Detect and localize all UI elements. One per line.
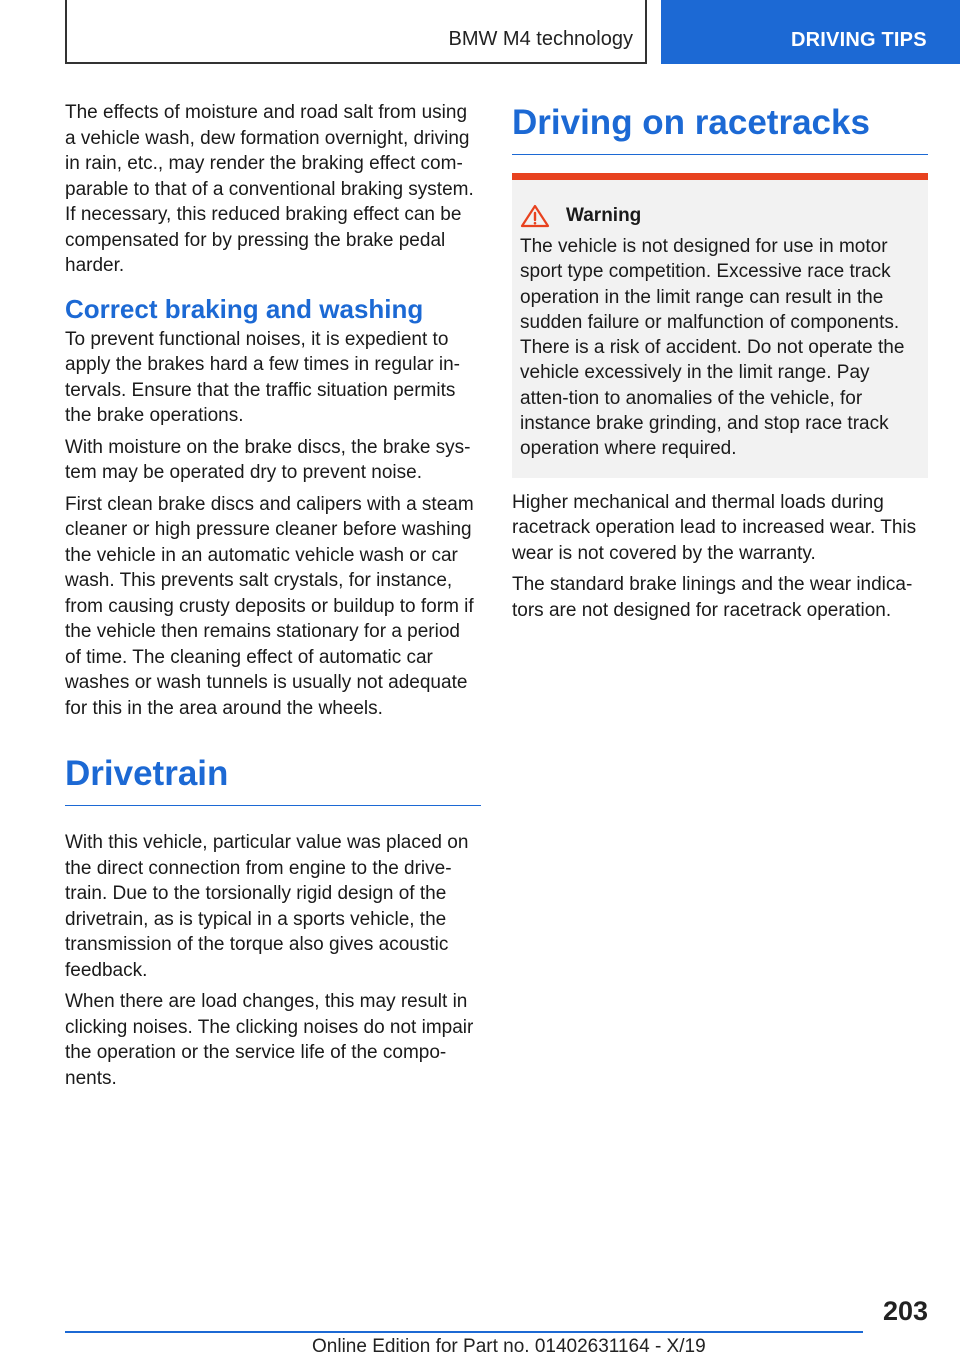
washing-paragraph-2: With moisture on the brake discs, the brake sys-tem may be operated dry to prevent noise. xyxy=(65,436,471,483)
header-section-tab[interactable] xyxy=(661,0,960,64)
footer-edition: Online Edition for Part no. 01402631164 - X/19 xyxy=(312,1336,706,1357)
warning-text: The vehicle is not designed for use in motor sport type competition. Excessive race track operation in the limit range can result in the sudden failure or malfunction of components. There is a risk of accident. Do not operate the vehicle excessively in the limit range. Pay atten-tion to anomalies of the vehicle, for instance brake grinding, and stop race track operation where required. xyxy=(520,236,905,460)
intro-paragraph: The effects of moisture and road salt from using a vehicle wash, dew formation overnight, driving in rain, etc., may render the braking effect com-parable to that of a conventional braking system. If necessary, this reduced braking effect can be compensated for by pressing the brake pedal harder. xyxy=(65,102,474,276)
footer-rule xyxy=(65,1331,863,1333)
warning-bar xyxy=(512,173,928,180)
washing-heading: Correct braking and washing xyxy=(65,293,424,324)
drivetrain-paragraph-1: With this vehicle, particular value was placed on the direct connection from engine to the drive-train. Due to the torsionally rigid design of the drivetrain, as is typical in a sports vehicle, the transmission of the torque also gives acoustic feedback. xyxy=(65,832,469,981)
warning-box xyxy=(512,180,928,478)
washing-paragraph-1: To prevent functional noises, it is expedient to apply the brakes hard a few times in regular in-tervals. Ensure that the traffic situation permits the brake operations. xyxy=(65,328,460,426)
warning-label: Warning xyxy=(566,205,642,226)
drivetrain-heading: Drivetrain xyxy=(65,751,481,806)
warning-triangle-icon xyxy=(520,204,550,228)
warning-header xyxy=(520,204,920,228)
header-product-title: BMW M4 technology xyxy=(448,28,633,50)
drivetrain-paragraph-2: When there are load changes, this may result in clicking noises. The clicking noises do not impair the operation or the service life of the compo-nents. xyxy=(65,991,474,1089)
page-number: 203 xyxy=(882,1296,928,1326)
header-product-box xyxy=(65,0,647,64)
right-column xyxy=(512,100,928,629)
racetrack-paragraph-2: The standard brake linings and the wear indica-tors are not designed for racetrack operation. xyxy=(512,574,913,621)
washing-paragraph-3: First clean brake discs and calipers with a steam cleaner or high pressure cleaner before washing the vehicle in an automatic vehicle wash or car wash. This prevents salt crystals, for instance, from causing crusty deposits or buildup to form if the vehicle then remains stationary for a period of time. The cleaning effect of automatic car washes or wash tunnels is usually not adequate for this in the area around the wheels. xyxy=(65,493,474,719)
racetracks-heading: Driving on racetracks xyxy=(512,100,928,155)
left-column xyxy=(65,100,481,1097)
heading-spacer xyxy=(65,806,481,830)
racetrack-paragraph-1: Higher mechanical and thermal loads during racetrack operation lead to increased wear. This wear is not covered by the warranty. xyxy=(512,491,917,564)
header-section-label: DRIVING TIPS xyxy=(791,29,927,51)
